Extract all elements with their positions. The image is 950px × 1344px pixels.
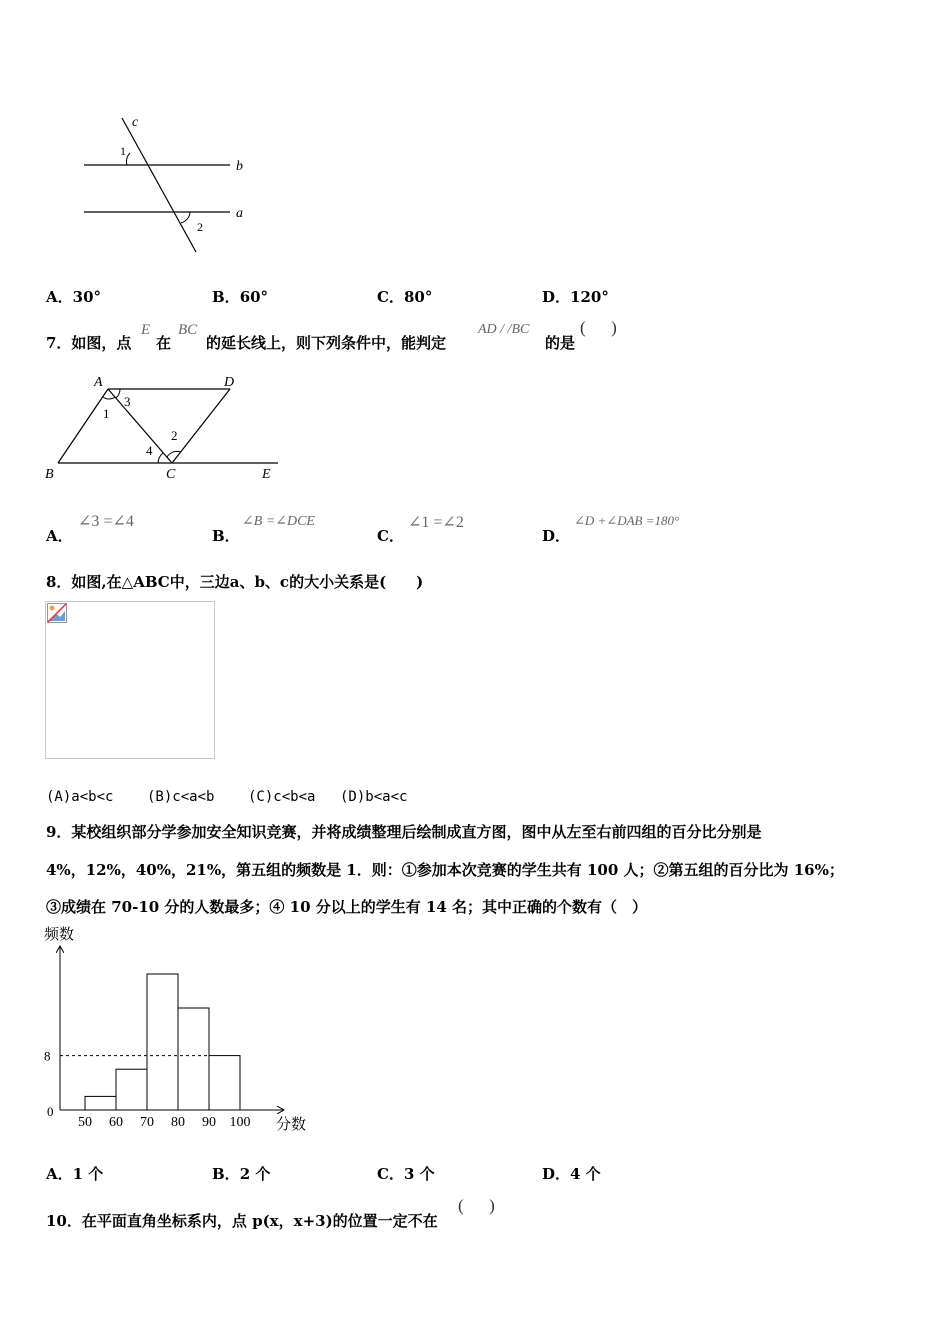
x-tick-labels [78,1115,251,1130]
option-text: 2 个 [239,1165,271,1183]
q9-option-a[interactable] [46,1163,103,1184]
label-angle-2: 2 [197,220,203,234]
option-letter: D． [542,288,571,306]
option-text: 1 个 [72,1165,104,1183]
figure-q7-parallelogram [40,370,290,485]
reference-line-label: 8 [44,1048,51,1064]
angle-1-arc [103,397,115,399]
option-text: 4 个 [570,1165,601,1183]
option-text: 60° [239,288,269,306]
label-e: E [262,467,271,482]
option-text: 3 个 [403,1165,435,1183]
histogram-bar-70-80 [147,974,178,1110]
q8-option-d[interactable]: (D)b<a<c [340,789,408,805]
q7-stem-part3: 的延长线上，则下列条件中，能判定 [206,334,447,352]
segment-ab [58,389,108,463]
option-text: 30° [72,288,102,306]
option-letter: A． [46,1165,73,1183]
q8-option-b[interactable]: (B)c<a<b [147,789,215,805]
q7-math-bc: BC [178,322,198,338]
broken-image-icon [47,603,67,623]
q9-stem-line1: 9．某校组织部分学参加安全知识竞赛，并将成绩整理后绘制成直方图，图中从左至右前四组的百分比分别是 [46,823,762,841]
q8-option-a[interactable]: (A)a<b<c [46,789,114,805]
q7-math-ad-parallel-bc: AD / /BC [478,322,530,337]
option-letter: A． [46,288,73,306]
q7-stem-part2: 在 [156,334,172,352]
q7-option-d-letter[interactable]: D． [542,527,571,545]
label-num-2: 2 [171,428,178,443]
x-tick-label-90: 90 [202,1115,216,1130]
q6-option-b[interactable] [212,286,268,307]
q6-option-a[interactable] [46,286,101,307]
q9-option-b[interactable] [212,1163,270,1184]
q9-stem-line3: ③成绩在 70-10 分的人数最多；④ 10 分以上的学生有 14 名；其中正确的个数有（ ） [46,898,648,916]
q8-figure-placeholder [45,601,215,759]
angle-3-arc [116,389,120,398]
angle-4-arc [158,453,163,463]
q7-stem-part1: 7．如图，点 [46,334,132,352]
y-origin-label: 0 [47,1104,54,1119]
label-c: c [132,115,139,130]
option-letter: B． [212,1165,240,1183]
option-letter: B． [212,288,240,306]
q7-answer-paren[interactable]: ( ) [580,318,617,337]
histogram-bar-80-90 [178,1008,209,1110]
label-b: B [45,467,54,482]
option-letter: D． [542,1165,571,1183]
q6-option-d[interactable] [542,286,609,307]
line-c [122,118,196,252]
q7-option-c-math: ∠1 =∠2 [408,514,464,531]
histogram-bar-50-60 [85,1096,116,1110]
label-num-4: 4 [146,443,153,458]
q7-option-a-letter[interactable]: A． [46,527,73,545]
histogram-bar-90-100 [209,1056,240,1110]
q9-stem-line2: 4%，12%，40%，21%，第五组的频数是 1．则：①参加本次竞赛的学生共有 100 人；②第五组的百分比为 16%； [46,861,844,879]
q7-option-b-letter[interactable]: B． [212,527,240,545]
label-a: a [236,206,243,221]
q8-stem: 8．如图,在△ABC中，三边a、b、c的大小关系是( ) [46,573,424,591]
label-num-3: 3 [124,394,131,409]
option-text: 80° [403,288,433,306]
q7-option-c-letter[interactable]: C． [377,527,404,545]
segment-ac [108,389,172,463]
x-axis-label: 分数 [276,1117,307,1133]
y-axis-label: 频数 [44,927,75,943]
x-tick-label-100: 100 [229,1115,251,1130]
q6-option-c[interactable] [377,286,432,307]
figure-q6-parallel-lines [70,110,270,260]
q9-option-d[interactable] [542,1163,601,1184]
label-num-1: 1 [103,406,110,421]
q8-option-c[interactable]: (C)c<b<a [248,789,316,805]
x-tick-label-60: 60 [109,1115,123,1130]
label-d: D [224,375,235,390]
q10-stem: 10．在平面直角坐标系内，点 p(x，x+3)的位置一定不在 [46,1212,438,1230]
q7-option-d-math: ∠D +∠DAB =180° [574,513,680,528]
angle-2-arc [181,212,190,223]
histogram-bar-60-70 [116,1069,147,1110]
option-text: 120° [570,288,609,306]
option-letter: C． [377,288,404,306]
q9-histogram [40,920,320,1140]
x-tick-label-50: 50 [78,1115,92,1130]
label-b: b [236,159,243,174]
angle-1-arc [126,153,130,165]
q7-stem-part4: 的是 [545,334,576,352]
label-a: A [94,375,103,390]
q7-option-b-math: ∠B =∠DCE [242,514,315,529]
q10-answer-paren[interactable]: ( ) [458,1196,495,1215]
q7-math-e: E [141,322,151,338]
histogram-bars [85,974,240,1110]
x-tick-label-80: 80 [171,1115,185,1130]
label-c: C [166,467,176,482]
option-letter: C． [377,1165,404,1183]
q9-option-c[interactable] [377,1163,435,1184]
q7-option-a-math: ∠3 =∠4 [78,513,134,530]
label-angle-1: 1 [120,144,126,158]
x-tick-label-70: 70 [140,1115,154,1130]
